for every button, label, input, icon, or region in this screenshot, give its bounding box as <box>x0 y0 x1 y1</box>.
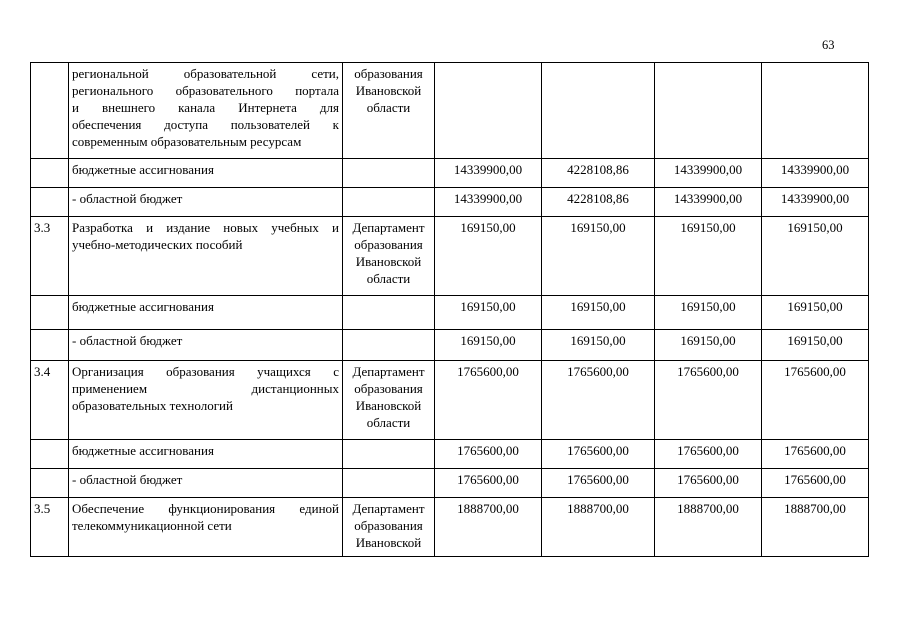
measure-name: бюджетные ассигнования <box>69 296 343 330</box>
value-cell: 14339900,00 <box>435 188 542 217</box>
measure-name <box>69 63 343 159</box>
table-row <box>31 296 869 330</box>
value-cell: 1888700,00 <box>655 498 762 557</box>
budget-table <box>30 62 869 557</box>
value-cell: 1765600,00 <box>542 469 655 498</box>
measure-name-line: Разработка и издание новых учебных и <box>72 220 339 235</box>
executor <box>343 469 435 498</box>
row-number <box>31 330 69 361</box>
measure-name-line: применением дистанционных <box>72 381 339 396</box>
value-cell <box>762 63 869 159</box>
value-cell: 1765600,00 <box>655 361 762 440</box>
measure-name-line: обеспечения доступа пользователей к <box>72 117 339 132</box>
value-cell: 14339900,00 <box>762 188 869 217</box>
value-cell: 169150,00 <box>762 296 869 330</box>
value-cell: 1888700,00 <box>435 498 542 557</box>
value-cell: 1765600,00 <box>435 440 542 469</box>
executor <box>343 296 435 330</box>
table-row <box>31 469 869 498</box>
value-cell: 169150,00 <box>655 330 762 361</box>
value-cell: 169150,00 <box>435 296 542 330</box>
executor <box>343 63 435 159</box>
row-number <box>31 188 69 217</box>
executor <box>343 188 435 217</box>
table-row <box>31 188 869 217</box>
table-row <box>31 63 869 159</box>
executor-line: образования <box>354 237 423 252</box>
measure-name: - областной бюджет <box>69 469 343 498</box>
executor-line: Ивановской <box>355 535 422 550</box>
measure-name: - областной бюджет <box>69 188 343 217</box>
table-row <box>31 440 869 469</box>
measure-name-line: современным образовательным ресурсам <box>72 134 302 149</box>
value-cell: 1765600,00 <box>655 469 762 498</box>
executor-line: области <box>366 100 411 115</box>
value-cell: 169150,00 <box>435 217 542 296</box>
row-number <box>31 159 69 188</box>
table-row <box>31 217 869 296</box>
executor-line: Ивановской <box>355 83 422 98</box>
executor-line: Департамент <box>352 501 425 516</box>
executor-line: образования <box>354 381 423 396</box>
row-number: 3.4 <box>31 361 69 440</box>
row-number <box>31 296 69 330</box>
value-cell: 1765600,00 <box>762 440 869 469</box>
value-cell <box>655 63 762 159</box>
value-cell <box>435 63 542 159</box>
value-cell: 169150,00 <box>762 330 869 361</box>
executor <box>343 361 435 440</box>
executor <box>343 498 435 557</box>
measure-name-line: образовательных технологий <box>72 398 233 413</box>
row-number <box>31 63 69 159</box>
value-cell: 4228108,86 <box>542 188 655 217</box>
executor-line: области <box>366 271 411 286</box>
value-cell: 1765600,00 <box>435 361 542 440</box>
measure-name: - областной бюджет <box>69 330 343 361</box>
measure-name-line: региональной образовательной сети, <box>72 66 339 81</box>
value-cell: 169150,00 <box>655 217 762 296</box>
measure-name-line: и внешнего канала Интернета для <box>72 100 339 115</box>
value-cell: 1765600,00 <box>542 361 655 440</box>
value-cell <box>542 63 655 159</box>
executor-line: образования <box>354 518 423 533</box>
value-cell: 1888700,00 <box>762 498 869 557</box>
value-cell: 169150,00 <box>762 217 869 296</box>
executor-line: образования <box>354 66 423 81</box>
executor <box>343 159 435 188</box>
table-row <box>31 330 869 361</box>
row-number: 3.5 <box>31 498 69 557</box>
row-number: 3.3 <box>31 217 69 296</box>
measure-name-line: Обеспечение функционирования единой <box>72 501 339 516</box>
value-cell: 4228108,86 <box>542 159 655 188</box>
measure-name-line: телекоммуникационной сети <box>72 518 232 533</box>
value-cell: 169150,00 <box>542 217 655 296</box>
value-cell: 1765600,00 <box>762 469 869 498</box>
row-number <box>31 469 69 498</box>
executor <box>343 440 435 469</box>
page-number: 63 <box>822 38 835 52</box>
executor-line: области <box>366 415 411 430</box>
value-cell: 169150,00 <box>435 330 542 361</box>
measure-name <box>69 498 343 557</box>
table-row <box>31 159 869 188</box>
measure-name <box>69 361 343 440</box>
value-cell: 14339900,00 <box>762 159 869 188</box>
value-cell: 1765600,00 <box>655 440 762 469</box>
row-number <box>31 440 69 469</box>
executor-line: Ивановской <box>355 254 422 269</box>
measure-name <box>69 217 343 296</box>
measure-name-line: учебно-методических пособий <box>72 237 243 252</box>
executor <box>343 217 435 296</box>
value-cell: 1888700,00 <box>542 498 655 557</box>
value-cell: 1765600,00 <box>435 469 542 498</box>
value-cell: 14339900,00 <box>655 188 762 217</box>
value-cell: 1765600,00 <box>762 361 869 440</box>
value-cell: 169150,00 <box>542 296 655 330</box>
value-cell: 14339900,00 <box>435 159 542 188</box>
executor-line: Ивановской <box>355 398 422 413</box>
measure-name: бюджетные ассигнования <box>69 159 343 188</box>
value-cell: 14339900,00 <box>655 159 762 188</box>
executor-line: Департамент <box>352 364 425 379</box>
executor <box>343 330 435 361</box>
value-cell: 1765600,00 <box>542 440 655 469</box>
table-row <box>31 361 869 440</box>
value-cell: 169150,00 <box>542 330 655 361</box>
value-cell: 169150,00 <box>655 296 762 330</box>
measure-name: бюджетные ассигнования <box>69 440 343 469</box>
table-row <box>31 498 869 557</box>
executor-line: Департамент <box>352 220 425 235</box>
measure-name-line: Организация образования учащихся с <box>72 364 339 379</box>
measure-name-line: регионального образовательного портала <box>72 83 339 98</box>
